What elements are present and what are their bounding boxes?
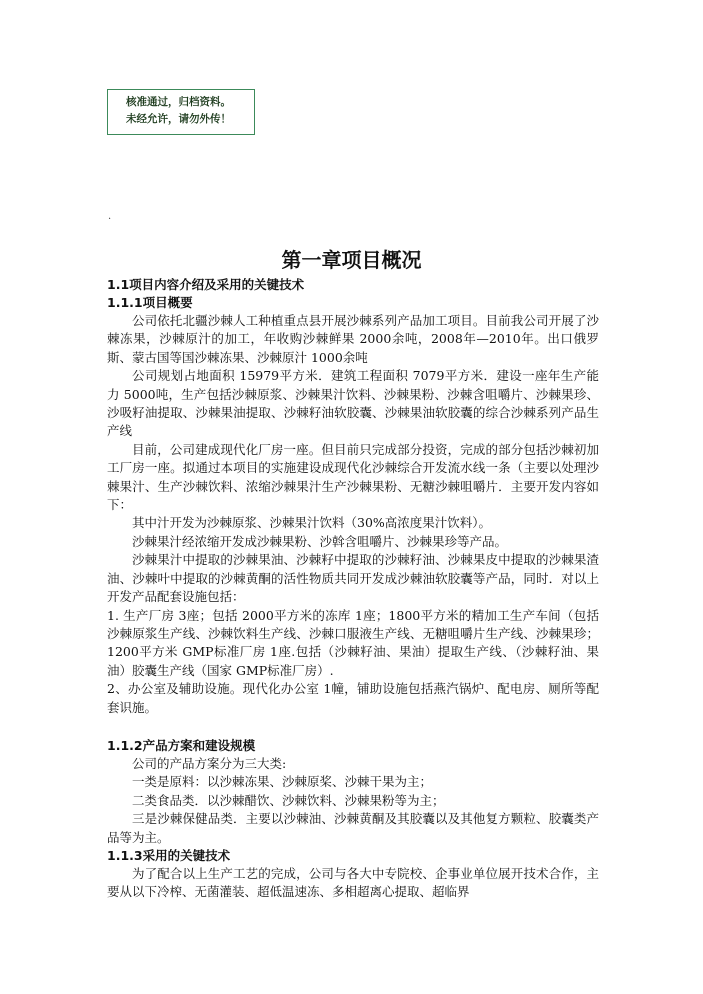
paragraph: 沙棘果汁经浓缩开发成沙棘果粉、沙斡含咀嚼片、沙棘果珍等产品。 (132, 533, 508, 549)
paragraph: 公司规划占地面积 15979平方米．建筑工程面积 7079平方米．建设一座年生产能力 5000吨，生产包括沙棘原浆、沙棘果汁饮料、沙棘果粉、沙棘含咀嚼片、沙棘果珍、沙吸籽油提取、沙棘果油提取、沙棘籽油软胶囊、沙棘果油软胶囊的综合沙棘系列产品生产线 (107, 368, 599, 439)
paragraph: 一类是原料：以沙棘冻果、沙棘原桨、沙棘干果为主； (132, 774, 433, 790)
paragraph: 为了配合以上生产工艺的完成，公司与各大中专院校、企事业单位展开技术合作，主要从以下冷榨、无菌灌装、超低温速冻、多相超离心提取、超临界 (107, 865, 599, 900)
list-item: 2、办公室及辅助设施。现代化办公室 1幢，铺助设施包括燕汽锅炉、配电房、厕所等配套识施。 (107, 681, 599, 715)
paragraph: 公司依托北疆沙棘人工种植重点县开展沙棘系列产品加工项目。目前我公司开展了沙棘冻果，沙棘原汁的加工，年收购沙棘鲜果 2000余吨，2008年—2010年。出口俄罗斯、蒙古国等国沙棘冻果、沙棘原汁 1000余吨 (107, 313, 599, 365)
paragraph: 其中汁开发为沙棘原浆、沙棘果汁饮料（30%高浓度果汁饮料）。 (132, 515, 492, 531)
paragraph: 公司的产品方案分为三大类: (132, 755, 287, 771)
section-heading-1-1-2: 1.1.2产品方案和建设规模 (107, 737, 256, 753)
section-heading-1-1-1: 1.1.1项目概要 (107, 295, 193, 310)
paragraph: 三是沙棘保健品类．主要以沙棘油、沙棘黄酮及其胶囊以及其他复方颗粒、胶囊类产品等为主。 (107, 811, 599, 845)
list-item: 1. 生产厂房 3座；包括 2000平方米的冻库 1座；1800平方米的精加工生产车间（包括沙棘原浆生产线、沙棘饮料生产线、沙棘口服液生产线、无糖咀嚼片生产线、沙棘果珍；1200平方米 GMP标准厂房 1座.包括（沙棘籽油、果油）提取生产线、（沙棘籽油、果油）胶囊生产线（国家 GMP标准厂房）. (107, 607, 599, 678)
page-marker: . (108, 211, 112, 222)
section-heading-1-1: 1.1项目内容介绍及采用的关键技术 (107, 277, 305, 292)
document-body (107, 276, 599, 902)
chapter-title: 第一章项目概况 (281, 248, 422, 272)
paragraph: 二类食品类．以沙棘醋饮、沙棘饮料、沙棘果粉等为主； (132, 792, 445, 808)
paragraph: 目前，公司建成现代化厂房一座。但目前只完成部分投资，完成的部分包括沙棘初加工厂房一座。拟通过本项目的实施建设成现代化沙棘综合开发流水线一条（主要以处理沙棘果汁、生产沙棘饮料、浓缩沙棘果汁生产沙棘果粉、无糖沙棘咀嚼片．主要开发内容如下： (107, 441, 599, 513)
paragraph: 沙棘果汁中提取的沙棘果油、沙棘籽中提取的沙棘籽油、沙棘果皮中提取的沙棘果渣油、沙棘叶中提取的沙棘黄酮的活性物质共同开发成沙棘油软胶囊等产品，同时．对以上开发产品配套设施包括： (107, 552, 599, 605)
stamp-line-2: 未经允许，请勿外传！ (126, 113, 231, 125)
section-heading-1-1-3: 1.1.3采用的关键技术 (107, 847, 231, 863)
approval-stamp (107, 89, 255, 135)
stamp-line-1: 核准通过，归档资料。 (126, 96, 231, 108)
